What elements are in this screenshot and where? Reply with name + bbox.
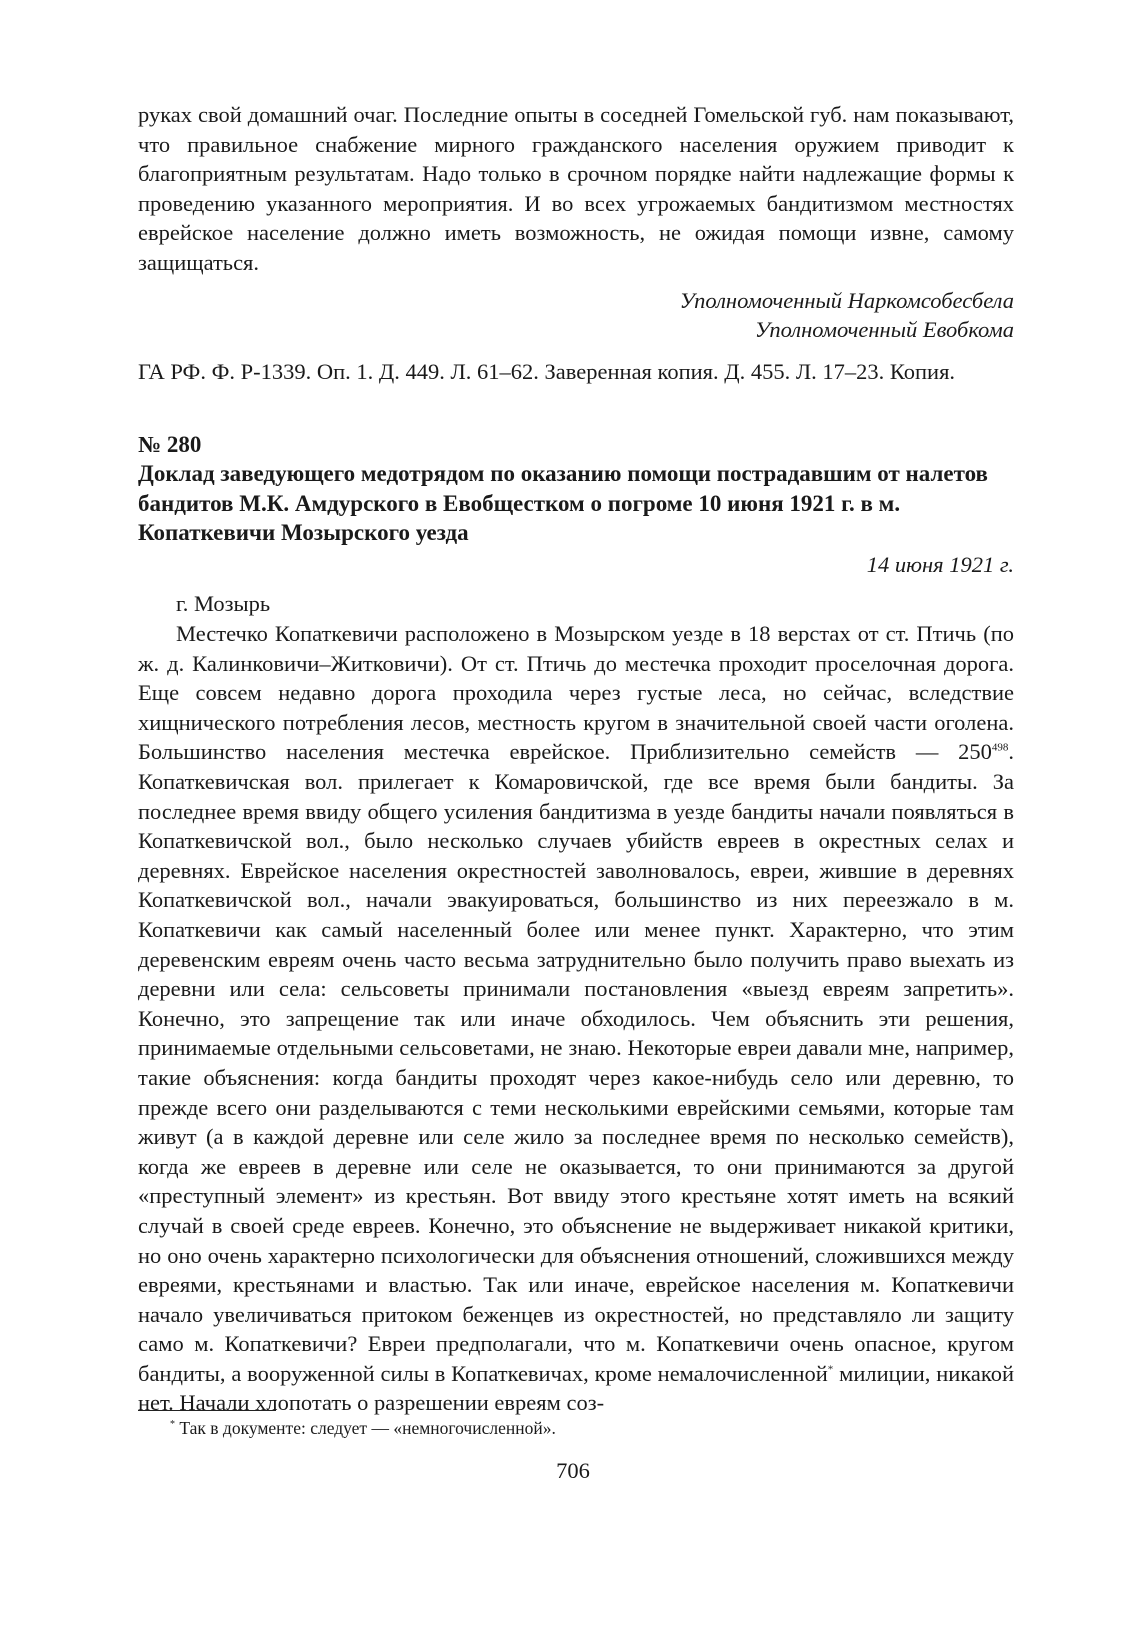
footnote-reference[interactable]: 498 xyxy=(991,741,1009,754)
footnote-divider xyxy=(138,1410,276,1411)
page-content xyxy=(138,100,1014,1418)
document-place: г. Мозырь xyxy=(176,591,271,617)
document-body xyxy=(138,619,1014,1418)
document-number: № 280 xyxy=(138,432,202,458)
signature-line: Уполномоченный Наркомсобесбела xyxy=(679,287,1014,313)
signature-line: Уполномоченный Евобкома xyxy=(754,317,1014,343)
body-text: Местечко Копаткевичи расположено в Мозырском уезде в 18 верстах от ст. Птичь (по ж. д. Калинковичи–Житковичи). От ст. Птичь до местечка проходит проселочная дорога. Еще совсем недавно дорога проходила через густые леса, но сейчас, вследствие хищнического потребления лесов, местность кругом в значительной своей части оголена. Большинство населения местечка еврейское. Приблизительно семейств — 250 xyxy=(138,621,1014,765)
footnote-text: Так в документе: следует — «немногочисленной». xyxy=(175,1418,556,1438)
document-title: Доклад заведующего медотрядом по оказанию помощи пострадавшим от налетов бандитов М.К. Амдурского в Евобщестком о погроме 10 июня 1921 г. в м. Копаткевичи Мозырского уезда xyxy=(138,461,988,546)
page-number: 706 xyxy=(556,1458,590,1483)
body-text: . Копаткевичская вол. прилегает к Комаровичской, где все время были бандиты. За последнее время ввиду общего усиления бандитизма в уезде бандиты начали появляться в Копаткевичской вол., было несколько случаев убийств евреев в окрестных селах и деревнях. Еврейское населения окрестностей заволновалось, евреи, жившие в деревнях Копаткевичской вол., начали эвакуироваться, большинство из них переезжало в м. Копаткевичи как самый населенный более или менее пункт. Характерно, что этим деревенским евреям очень часто весьма затруднительно было получить право выехать из деревни или села: сельсоветы принимали постановления «выезд евреям запретить». Конечно, это запрещение так или иначе обходилось. Чем объяснить эти решения, принимаемые отдельными сельсоветами, не знаю. Некоторые евреи давали мне, например, такие объяснения: когда бандиты проходят через какое-нибудь село или деревню, то прежде всего они разделываются с теми несколькими еврейскими семьями, которые там живут (а в каждой деревне или селе жило за последнее время по несколько семейств), когда же евреев в деревне или селе не оказывается, то они принимаются за другой «преступный элемент» из крестьян. Вот ввиду этого крестьяне хотят иметь на всякий случай в своей среде евреев. Конечно, это объяснение не выдерживает никакой критики, но оно очень характерно психологически для объяснения отношений, сложившихся между евреями, крестьянами и властью. Так или иначе, еврейское населения м. Копаткевичи начало увеличиваться притоком беженцев из окрестностей, но представляло ли защиту само м. Копаткевичи? Евреи предполагали, что м. Копаткевичи очень опасное, кругом бандиты, а вооруженной силы в Копаткевичах, кроме немалочисленной xyxy=(138,739,1014,1386)
document-date: 14 июня 1921 г. xyxy=(866,551,1014,577)
footnote-mark: * xyxy=(170,1419,175,1431)
body-text: милиции, никакой нет. Начали хлопотать о разрешении евреям соз- xyxy=(138,1360,1014,1416)
archival-source: ГА РФ. Ф. Р-1339. Оп. 1. Д. 449. Л. 61–62. Заверенная копия. Д. 455. Л. 17–23. Копия. xyxy=(138,358,956,384)
intro-paragraph: руках свой домашний очаг. Последние опыты в соседней Гомельской губ. нам показывают, что правильное снабжение мирного гражданского населения оружием приводит к благоприятным результатам. Надо только в срочном порядке найти надлежащие формы к проведению указанного мероприятия. И во всех угрожаемых бандитизмом местностях еврейское население должно иметь возможность, не ожидая помощи извне, самому защищаться. xyxy=(138,102,1014,275)
signatures-block xyxy=(138,286,1014,345)
footnote-reference[interactable]: * xyxy=(827,1363,834,1376)
footnote xyxy=(170,1416,556,1440)
